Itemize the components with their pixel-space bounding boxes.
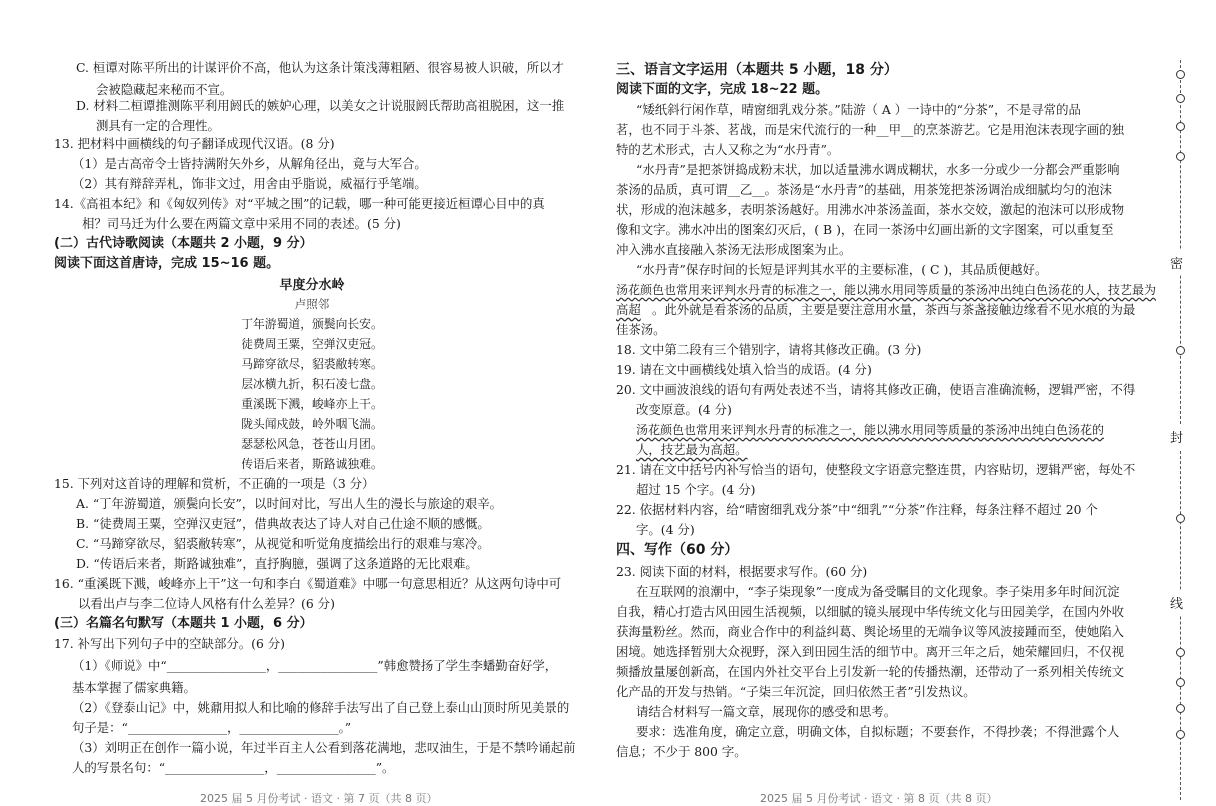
option-d-line2: 测具有一定的合理性。	[96, 118, 220, 133]
poem-title: 早度分水岭	[279, 278, 345, 293]
material-line: 自我，精心打造古风田园生活视频，以细腻的镜头展现中华传统文化与田园美学，在国内外收	[616, 604, 1125, 619]
language-instruction: 阅读下面的文字，完成 18~22 题。	[616, 82, 829, 97]
material-line: 频播放量屡创新高，在国内外社交平台上引发新一轮的传播热潮，还带动了一系列相关传统文	[616, 664, 1125, 679]
question-21-line1: 21. 请在文中括号内补写恰当的语句，使整段文字语意完整连贯，内容贴切，逻辑严密，每处不	[616, 462, 1136, 477]
binding-seal-char: 线	[1170, 590, 1183, 615]
writing-requirements-line2: 信息；不少于 800 字。	[616, 744, 747, 759]
question-22-line1: 22. 依据材料内容，给“晴窗细乳戏分茶”中“细乳”“分茶”作注释，每条注释不超过 20 个	[616, 502, 1098, 517]
poem-line: 马蹄穿欲尽，貂裘敝转寒。	[241, 357, 383, 371]
question-15-option-b: B. “徒费周王粟，空弹汉吏冠”，借典故表达了诗人对自己仕途不顺的感慨。	[76, 516, 490, 531]
binding-hole	[1176, 648, 1185, 657]
question-13: 13. 把材料中画横线的句子翻译成现代汉语。(8 分)	[54, 136, 335, 151]
question-13-sub1: （1）是古高帝令士皆持满附矢外乡，从解角径出，竟与大军合。	[72, 156, 427, 171]
poem-author: 卢照邻	[294, 297, 330, 311]
wavy-underlined-sentence-end: 高超	[616, 302, 641, 317]
question-21-line2: 超过 15 个字。(4 分)	[636, 482, 756, 497]
question-20-line1: 20. 文中画波浪线的语句有两处表述不当，请将其修改正确，使语言准确流畅，逻辑严密，不得	[616, 382, 1136, 397]
passage-line: 茶汤的品质，真可谓__乙__。茶汤是“水丹青”的基础，用茶笼把茶汤调治成细腻均匀的泡沫	[616, 182, 1112, 197]
passage-line: 茗，也不同于斗茶、茗战，而是宋代流行的一种__甲__的烹茶游艺。它是用泡沫表现字画的独	[616, 122, 1125, 137]
question-22-line2: 字。(4 分)	[636, 522, 695, 537]
binding-hole	[1176, 94, 1185, 103]
question-23: 23. 阅读下面的材料，根据要求写作。(60 分)	[616, 564, 868, 579]
question-15-option-a: A. “丁年游蜀道，颁鬓向长安”，以时间对比，写出人生的漫长与旅途的艰辛。	[76, 496, 502, 511]
question-13-sub2: （2）其有辩辞弄札，饰非文过，用舍由乎脂说，威福行乎笔端。	[72, 176, 427, 191]
option-c-line2: 会被隐藏起来秘而不宣。	[96, 82, 233, 97]
section-recitation-heading: (三）名篇名句默写（本题共 1 小题，6 分）	[54, 616, 313, 631]
poem-line: 丁年游蜀道，颁鬓向长安。	[241, 317, 383, 331]
question-15-option-d: D. “传语后来者，斯路诚独难”，直抒胸臆，强调了这条道路的无比艰难。	[76, 556, 478, 571]
passage-line: 状，形成的泡沫越多，表明茶汤越好。用沸水冲茶汤盖面，茶水交姣，激起的泡沫可以形成物	[616, 202, 1125, 217]
question-17-sub1-line2: 基本掌握了儒家典籍。	[72, 680, 196, 695]
passage-line: “矮纸斜行闲作草，晴窗细乳戏分茶。”陆游（ A ）一诗中的“分茶”，不是寻常的品	[636, 102, 1081, 117]
question-17-sub2-line1: （2）《登泰山记》中，姚鼐用拟人和比喻的修辞手法写出了自己登上泰山山顶时所见美景的	[72, 700, 570, 715]
passage-line: 特的艺术形式，古人又称之为“水丹青”。	[616, 142, 840, 157]
poem-line: 徒费周王粟，空弹汉吏冠。	[241, 337, 383, 351]
passage-line: 佳茶汤。	[616, 322, 666, 337]
binding-seal-char: 封	[1170, 424, 1183, 449]
writing-requirements-line1: 要求：选准角度，确定立意，明确文体，自拟标题；不要套作，不得抄袭；不得泄露个人	[636, 724, 1120, 739]
writing-prompt: 请结合材料写一篇文章，展现你的感受和思考。	[636, 704, 897, 719]
binding-hole	[1176, 514, 1185, 523]
option-d-line1: D. 材料二桓谭推测陈平利用阏氏的嫉妒心理，以美女之计说服阏氏帮助高祖脱困，这一推	[76, 98, 565, 113]
binding-hole	[1176, 730, 1185, 739]
question-17-sub2-line2: 句子是：“________________，________________。”	[72, 720, 352, 735]
question-18: 18. 文中第二段有三个错别字，请将其修改正确。(3 分)	[616, 342, 922, 357]
material-line: 困境。她选择暂别大众视野，深入到田园生活的细节中。离开三年之后，她荣耀回归，不仅视	[616, 644, 1125, 659]
question-14-line2: 相？司马迁为什么要在两篇文章中采用不同的表述。(5 分)	[82, 216, 401, 231]
question-17-sub3-line1: （3）刘明正在创作一篇小说，年过半百主人公看到落花满地，悲叹油生，于是不禁吟诵起前	[72, 740, 576, 755]
question-16-line1: 16. “重溪既下溅，峻峰亦上干”这一句和李白《蜀道难》中哪一句意思相近？从这两句诗中可	[54, 576, 562, 591]
question-20-quoted-sentence: 汤花颜色也常用来评判水丹青的标准之一，能以沸水用同等质量的茶汤冲出纯白色汤花的	[636, 423, 1105, 437]
question-14-line1: 14.《高祖本纪》和《匈奴列传》对“平城之围”的记载，哪一种可能更接近桓谭心目中的真	[54, 196, 545, 211]
passage-line: “水丹青”保存时间的长短是评判其水平的主要标准，( C )，其品质便越好。	[636, 262, 1048, 277]
binding-hole	[1176, 346, 1185, 355]
question-16-line2: 以看出卢与李二位诗人风格有什么差异？(6 分)	[78, 596, 335, 611]
section-writing-heading: 四、写作（60 分）	[616, 542, 739, 558]
question-15-option-c: C. “马蹄穿欲尽，貂裘敝转寒”，从视觉和听觉角度描绘出行的艰难与寒冷。	[76, 536, 490, 551]
binding-seal-char: 密	[1170, 250, 1183, 275]
section-language-heading: 三、语言文字运用（本题共 5 小题，18 分）	[616, 62, 898, 78]
poem-line: 瑟瑟松风急，苍苍山月团。	[241, 437, 383, 451]
material-line: 在互联网的浪潮中，“李子柒现象”一度成为备受瞩目的文化现象。李子柒用多年时间沉淀	[636, 584, 1120, 599]
poem-line: 陇头闻戍鼓，岭外咽飞湍。	[241, 417, 383, 431]
wavy-underlined-sentence: 汤花颜色也常用来评判水丹青的标准之一，能以沸水用同等质量的茶汤冲出纯白色汤花的人，技艺最为	[616, 283, 1157, 297]
binding-hole	[1176, 704, 1185, 713]
material-line: 获海量粉丝。然而，商业合作中的利益纠葛、舆论场里的无端争议等风波接踵而至，使她陷入	[616, 624, 1125, 639]
passage-line: “水丹青”是把茶饼捣成粉末状，加以适量沸水调成糊状，水多一分或少一分都会严重影响	[636, 162, 1120, 177]
binding-hole	[1176, 122, 1185, 131]
binding-line	[1158, 60, 1198, 800]
question-17: 17. 补写出下列句子中的空缺部分。(6 分)	[54, 636, 285, 651]
material-line: 化产品的开发与热销。“子柒三年沉淀，回归依然王者”引发热议。	[616, 684, 976, 699]
question-19: 19. 请在文中画横线处填入恰当的成语。(4 分)	[616, 362, 872, 377]
poem-line: 传语后来者，斯路诚独难。	[241, 457, 383, 471]
left-page-footer: 2025 届 5 月份考试 · 语文 · 第 7 页（共 8 页）	[200, 792, 438, 805]
poetry-instruction: 阅读下面这首唐诗，完成 15~16 题。	[54, 256, 280, 271]
binding-hole	[1176, 152, 1185, 161]
passage-line: 冲入沸水直接融入茶汤无法形成图案为止。	[616, 242, 852, 257]
section-poetry-heading: (二）古代诗歌阅读（本题共 2 小题，9 分）	[54, 236, 313, 251]
question-17-sub1-line1: （1）《师说》中“________________，________________”韩愈赞扬了学生李蟠勤奋好学，	[72, 658, 558, 673]
binding-hole	[1176, 678, 1185, 687]
option-c-line1: C. 桓谭对陈平所出的计谋评价不高，他认为这条计策浅薄粗陋、很容易被人识破，所以才	[76, 60, 564, 75]
question-20-line2: 改变原意。(4 分)	[636, 402, 732, 417]
binding-hole	[1176, 70, 1185, 79]
question-20-quoted-sentence-end: 人，技艺最为高超。	[636, 442, 748, 457]
poem-line: 重溪既下溅，峻峰亦上干。	[241, 397, 383, 411]
passage-line: 。此外就是看茶汤的品质，主要是要注意用水量，茶西与茶盏接触边缘看不见水痕的为最	[652, 302, 1136, 317]
passage-line: 像和文字。沸水冲出的图案幻灭后，( B )，在同一茶汤中幻画出新的文字图案，可以重复至	[616, 222, 1114, 237]
poem-line: 层冰横九折，积石凌七盘。	[241, 377, 383, 391]
question-17-sub3-line2: 人的写景名句：“________________，________________”。	[72, 760, 395, 775]
right-page-footer: 2025 届 5 月份考试 · 语文 · 第 8 页（共 8 页）	[760, 792, 998, 805]
question-15: 15. 下列对这首诗的理解和赏析，不正确的一项是（3 分）	[54, 476, 375, 491]
